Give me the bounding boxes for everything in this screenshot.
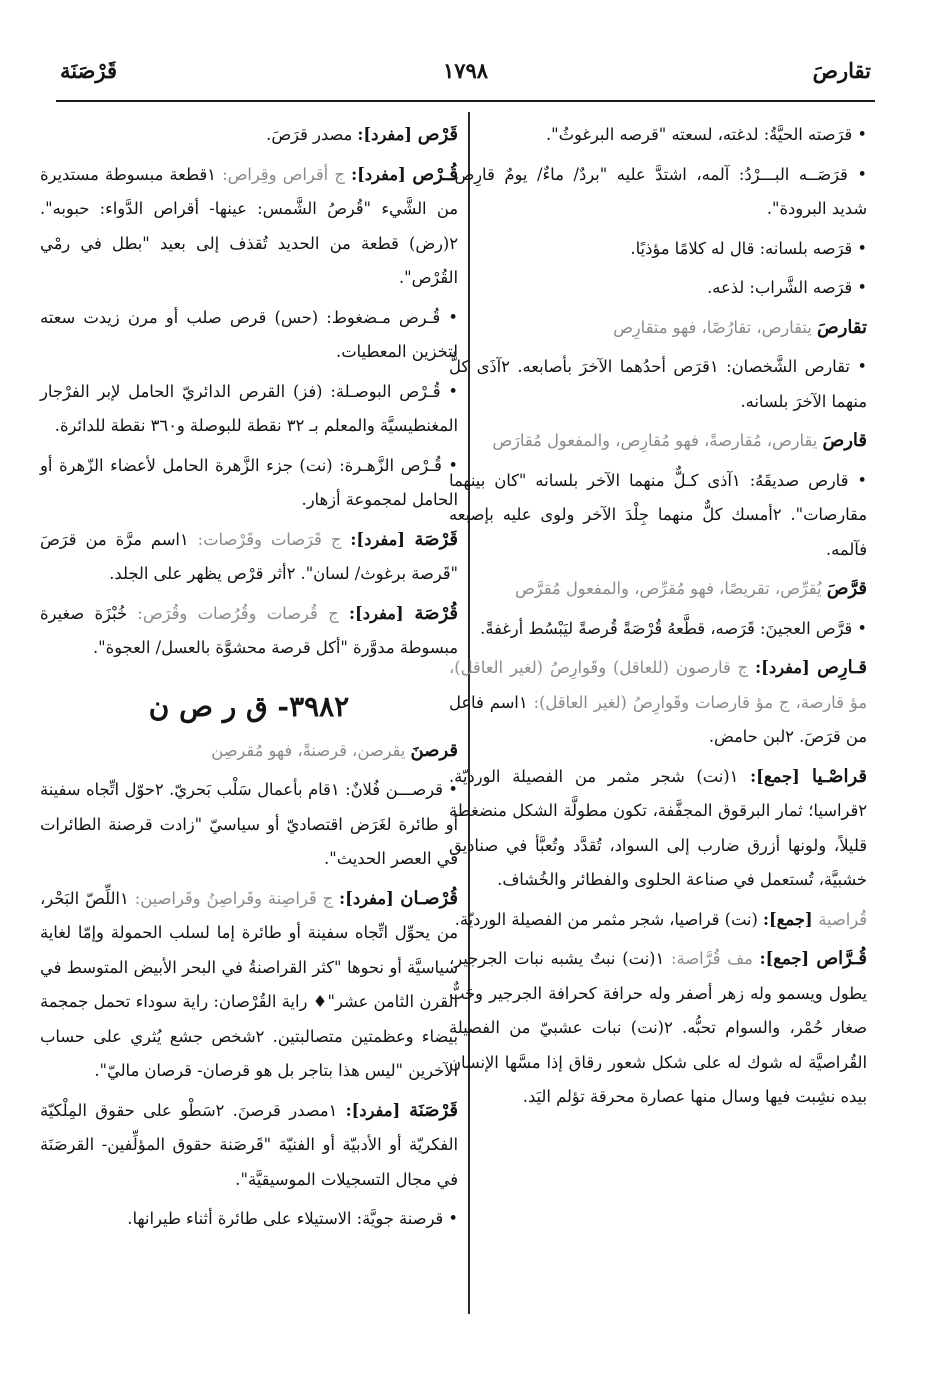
- entry-headword: قُراصية: [818, 909, 867, 929]
- entry-inflection: يتقارص، تقارُصًا، فهو متقارِص: [613, 317, 817, 337]
- entry-text: • قرَّص العجينَ: قَرَصه، قطَّعهُ قُرْصَةً قُرصةً ليَبْسُط أرغفةً.: [480, 618, 867, 638]
- entry-headword: قرصنَ: [410, 739, 458, 761]
- header-rule: [56, 100, 875, 102]
- dictionary-entry: [40, 449, 458, 518]
- dictionary-entry: [449, 271, 867, 306]
- dictionary-entry: [449, 942, 867, 1115]
- entry-pos-tag: [جمع]:: [750, 766, 812, 786]
- entry-text: • تقارص الشَّخصان: ١قرَص أحدُهما الآخرَ بأصابعه. ٢آذَى كلٌّ منهما الآخرَ بلسانه.: [449, 357, 867, 411]
- entry-pos-tag: [مفرد]:: [350, 529, 415, 549]
- entry-inflection: ج أقراص وقِراص:: [222, 164, 352, 184]
- entry-text: ١(نت) شجر مثمر من الفصيلة الورديّة. ٢قراسيا؛ ثمار البرقوق المجفَّفة، تكون مطولَّة الشكل منضغطة قليلاً، ولونها أزرق ضارب إلى السواد، تُقدَّد وتُعبَّأ في صناديق خشبيَّة، تُستعمل في صناعة الحلوى والفطائر والخُشاف.: [449, 766, 867, 889]
- dictionary-entry: [40, 597, 458, 666]
- dictionary-entry: [449, 612, 867, 647]
- dictionary-entry: [449, 464, 867, 568]
- dictionary-entry: [449, 424, 867, 459]
- entry-text: • قارص صديقَهُ: ١آذى كـلٌّ منهما الآخر بلسانه "كان بينهما مقارصات". ٢أمسك كلٌّ منهما جِلْدَ الآخر ولوى عليه بإصبعه فآلمه.: [449, 470, 867, 559]
- entry-inflection: ج قُرصات وقُرُصات وقُرَص:: [137, 603, 349, 623]
- entry-text: • قُـرْص الزَّهـرة: (نت) جزء الزَّهرة الحامل لأعضاء الزّهرة أو الحامل لمجموعة أزهار.: [40, 455, 458, 509]
- entry-text: ١(نت) نبتٌ يشبه نبات الجرجير، يطول ويسمو وله زهر أصفر وله حرافة كحرافة الجرجير وحَبٌّ صغار حُمْر، والسوام تحبُّه. ٢(نت) نبات عشبيّ من الفصيلة القُراصيَّة له شوك له على شكل شعور رقاق إذا مسَّها الإنسان بيده نشِبت فيها وسال منها عصارة محرقة تؤلم اليَد.: [449, 949, 867, 1106]
- entry-text: ١مصدر قرصنَ. ٢سَطْو على حقوق المِلْكيّة الفكريّة أو الأدبيّة أو الفنيّة "قَرصَنة حقوق المؤلِّفين- القرصَنَة في مجال التسجيلات الموسيقيَّة".: [40, 1100, 458, 1189]
- entry-text: • قرَصه بلسانه: قال له كلامًا مؤذيًا.: [630, 238, 867, 258]
- entry-text: ١اسم فاعل من قرَصَ. ٢لبن حامض.: [449, 692, 867, 746]
- entry-text: • قرَصَــه البـــرْدُ: آلمه، اشتدَّ عليه "بردٌ/ ماءٌ/ يومٌ قارِص: شديد البرودة".: [449, 164, 867, 218]
- dictionary-entry: [449, 158, 867, 227]
- left-column: [40, 118, 458, 1242]
- dictionary-entry: [449, 350, 867, 419]
- entry-inflection: يقارص، مُقارصةً، فهو مُقارِص، والمفعول مُقارَص: [492, 431, 823, 450]
- page-number: ١٧٩٨: [442, 58, 489, 83]
- dictionary-entry: [40, 882, 458, 1089]
- dictionary-entry: [449, 572, 867, 607]
- entry-inflection: يقرصن، قرصنةً، فهو مُقرصِن: [211, 740, 411, 760]
- entry-pos-tag: [مفرد]:: [755, 658, 818, 677]
- entry-text: ١اللِّصّ البَحْر، من يحوِّل اتِّجاه سفينة أو طائرة إما لسلب الحمولة وإمّا لغاية سياسيَّة أو نحوها "كثر القراصنةُ في البحر الأبيض المتوسط في القرن الثامن عشر"♦ راية القُرْصان: راية سوداء تحمل جمجمة بيضاء وعظمتين متصالبتين. ٢شخص جشع يُثري على حساب الآخرين "ليس هذا بتاجر بل هو قرصان- قرصان ماليّ".: [40, 888, 458, 1080]
- dictionary-entry: [40, 734, 458, 769]
- dictionary-entry: [449, 232, 867, 267]
- entry-text: خُبْزَة صغيرة مبسوطة مدوَّرة "أكل قرصة محشوَّة بالعسل/ العجوة".: [40, 603, 458, 657]
- entry-pos-tag: [مفرد]:: [349, 603, 415, 623]
- root-heading: ٣٩٨٢- ق ر ص ن: [148, 689, 350, 723]
- dictionary-entry: [449, 760, 867, 898]
- dictionary-entry: [449, 651, 867, 755]
- entry-headword: قراصْـيا: [811, 765, 867, 787]
- dictionary-entry: [449, 311, 867, 346]
- dictionary-entry: [40, 301, 458, 370]
- entry-pos-tag: [مفرد]:: [351, 164, 413, 184]
- entry-text: • قرَصته الحيَّةُ: لدغته، لسعته "قرصه البرغوثُ".: [545, 125, 867, 144]
- entry-inflection: ج قَراصِنة وقَراصِنُ وقَراصين:: [134, 888, 340, 908]
- entry-headword: قارصَ: [822, 430, 867, 451]
- entry-headword: قُرْصـان: [400, 887, 459, 909]
- entry-headword: قُـرَّاص: [816, 948, 867, 969]
- entry-text: • قرصنة جويَّة: الاستيلاء على طائرة أثناء طيرانها.: [127, 1209, 458, 1228]
- entry-inflection: يُقرِّص، تقريصًا، فهو مُقرِّص، والمفعول مُقرَّص: [515, 579, 827, 598]
- dictionary-entry: [449, 118, 867, 153]
- right-column: [449, 118, 867, 1120]
- entry-text: • قرصـــن فُلانٌ: ١قام بأعمال سَلْب بَحريّ. ٢حوّل اتِّجاه سفينة أو طائرة لغَرَض اقتصاديّ أو سياسيّ "زادت قرصنة الطائرات في العصر الحديث".: [40, 780, 458, 868]
- header-guide-word-first: تقارصَ: [812, 58, 871, 83]
- entry-headword: قـارِص: [817, 657, 867, 678]
- entry-inflection: مف قُرَّاصة:: [671, 949, 760, 968]
- entry-inflection: ج قارصون (للعاقل) وقَوارِصُ (لغير العاقل)، مؤ قارصة، ج مؤ قارصات وقَوارِصُ (لغير العاقل):: [449, 658, 867, 712]
- entry-headword: قَرْص: [417, 124, 458, 145]
- dictionary-entry: [40, 773, 458, 877]
- entry-pos-tag: [مفرد]:: [357, 125, 418, 144]
- dictionary-entry: [40, 1094, 458, 1198]
- entry-headword: تقارصَ: [816, 316, 867, 338]
- entry-text: مصدر قرَصَ.: [266, 125, 358, 144]
- dictionary-entry: [40, 118, 458, 153]
- dictionary-entry: [449, 903, 867, 938]
- entry-headword: قَرْصَنَة: [409, 1099, 458, 1121]
- entry-text: • قُـرص مـضغوط: (حس) قرص صلب أو مرن زيدت سعته لتخزين المعطيات.: [40, 307, 458, 361]
- page-header: [60, 58, 871, 96]
- entry-headword: قرَّصَ: [826, 578, 867, 599]
- entry-headword: قُرْصَة: [414, 602, 458, 624]
- entry-pos-tag: [جمع]:: [759, 949, 817, 968]
- dictionary-entry: [40, 375, 458, 444]
- entry-text: • قُـرْص البوصـلة: (فز) القرص الدائريّ الحامل لإبر الفرْجار المغنطيسيَّة والمعلم بـ ٣٢ نقطة للبوصلة و٣٦٠ نقطة للدائرة.: [40, 381, 458, 435]
- entry-headword: قَرْصَة: [414, 528, 458, 550]
- entry-inflection: ج قَرَصات وقَرْصات:: [197, 529, 351, 549]
- entry-pos-tag: [مفرد]:: [339, 888, 401, 908]
- entry-text: (نت) قراصيا، شجر مثمر من الفصيلة الورديّة.: [454, 909, 763, 929]
- entry-headword: قُـرْص: [412, 163, 458, 185]
- dictionary-entry: [40, 1202, 458, 1237]
- entry-text: • قرَصه الشَّراب: لذعه.: [707, 278, 867, 297]
- entry-pos-tag: [جمع]:: [763, 909, 819, 929]
- header-guide-word-last: قَرْصَنَة: [60, 58, 118, 83]
- entry-text: ١اسم مرَّة من قرَصَ "قَرصة برغوث/ لسان". ٢أثر قرْص يظهر على الجلد.: [40, 529, 458, 583]
- entry-text: ١قطعة مبسوطة مستديرة من الشَّيء "قُرصُ الشَّمس: عينها- أقراص الدَّواء: حبوبه". ٢(رض) قطعة من الحديد تُقذف إلى بعيد "بطل في رمْي القُرْص".: [40, 164, 458, 287]
- dictionary-entry: [40, 158, 458, 296]
- dictionary-entry: [40, 523, 458, 592]
- entry-pos-tag: [مفرد]:: [345, 1100, 410, 1120]
